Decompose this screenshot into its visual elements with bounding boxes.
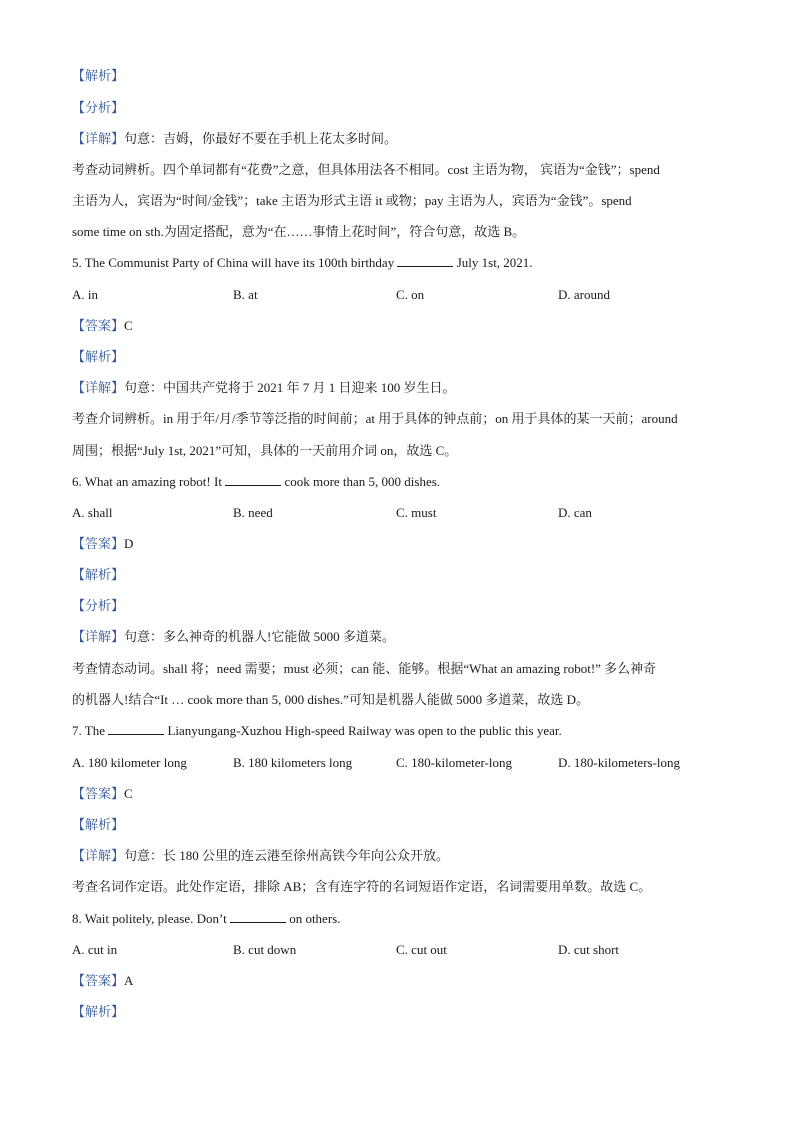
- analysis-heading: 【解析】: [72, 69, 125, 84]
- analysis-heading: 【解析】: [72, 568, 125, 583]
- explanation-line: 主语为人，宾语为“时间/金钱”；take 主语为形式主语 it 或物；pay 主语为人，宾语为“金钱”。spend: [72, 193, 632, 208]
- detail-explanation: 【详解】句意：多么神奇的机器人!它能做 5000 多道菜。: [72, 629, 395, 645]
- option-d: D. can: [558, 505, 592, 520]
- explanation-line: 考查动词辨析。四个单词都有“花费”之意，但具体用法各不相同。cost 主语为物， 宾语为“金钱”；spend: [72, 162, 660, 177]
- option-a: A. in: [72, 287, 98, 302]
- option-d: D. cut short: [558, 942, 620, 957]
- explanation-line: 考查情态动词。shall 将；need 需要；must 必须；can 能、能够。根据“What an amazing robot!” 多么神奇: [72, 661, 657, 676]
- answer-blank: [230, 910, 286, 923]
- option-c: C. cut out: [396, 942, 447, 957]
- option-a: A. shall: [72, 505, 113, 520]
- option-d: D. 180-kilometers-long: [558, 755, 681, 770]
- detail-explanation: 【详解】句意：吉姆，你最好不要在手机上花太多时间。: [72, 131, 398, 147]
- breakdown-heading: 【分析】: [72, 101, 125, 116]
- analysis-heading: 【解析】: [72, 818, 125, 833]
- question-5-stem: 5. The Communist Party of China will have its 100th birthday July 1st, 2021.: [72, 255, 533, 270]
- option-b: B. need: [233, 505, 273, 520]
- explanation-line: 考查名词作定语。此处作定语，排除 AB；含有连字符的名词短语作定语，名词需要用单数。故选 C。: [72, 879, 652, 894]
- answer-line: 【答案】D: [72, 536, 134, 552]
- answer-line: 【答案】A: [72, 973, 134, 989]
- option-b: B. at: [233, 287, 258, 302]
- answer-line: 【答案】C: [72, 786, 133, 802]
- analysis-heading: 【解析】: [72, 1005, 125, 1020]
- detail-explanation: 【详解】句意：中国共产党将于 2021 年 7 月 1 日迎来 100 岁生日。: [72, 380, 456, 396]
- answer-blank: [108, 722, 164, 735]
- option-d: D. around: [558, 287, 610, 302]
- analysis-heading: 【解析】: [72, 350, 125, 365]
- answer-line: 【答案】C: [72, 318, 133, 334]
- breakdown-heading: 【分析】: [72, 599, 125, 614]
- answer-blank: [225, 473, 281, 486]
- question-8-stem: 8. Wait politely, please. Don’t on others.: [72, 911, 341, 926]
- explanation-line: 周围；根据“July 1st, 2021”可知，具体的一天前用介词 on，故选 C。: [72, 443, 458, 458]
- answer-blank: [397, 254, 453, 267]
- option-c: C. on: [396, 287, 425, 302]
- option-c: C. 180-kilometer-long: [396, 755, 512, 770]
- explanation-line: 考查介词辨析。in 用于年/月/季节等泛指的时间前；at 用于具体的钟点前；on 用于具体的某一天前；around: [72, 411, 678, 426]
- option-a: A. cut in: [72, 942, 118, 957]
- option-c: C. must: [396, 505, 437, 520]
- option-b: B. cut down: [233, 942, 297, 957]
- detail-explanation: 【详解】句意：长 180 公里的连云港至徐州高铁今年向公众开放。: [72, 848, 450, 864]
- explanation-line: 的机器人!结合“It … cook more than 5, 000 dishes.”可知是机器人能做 5000 多道菜，故选 D。: [72, 692, 590, 707]
- option-b: B. 180 kilometers long: [233, 755, 353, 770]
- question-6-stem: 6. What an amazing robot! It cook more than 5, 000 dishes.: [72, 474, 441, 489]
- question-7-stem: 7. The Lianyungang-Xuzhou High-speed Railway was open to the public this year.: [72, 723, 562, 738]
- option-a: A. 180 kilometer long: [72, 755, 187, 770]
- explanation-line: some time on sth.为固定搭配，意为“在……事情上花时间”，符合句意，故选 B。: [72, 224, 526, 239]
